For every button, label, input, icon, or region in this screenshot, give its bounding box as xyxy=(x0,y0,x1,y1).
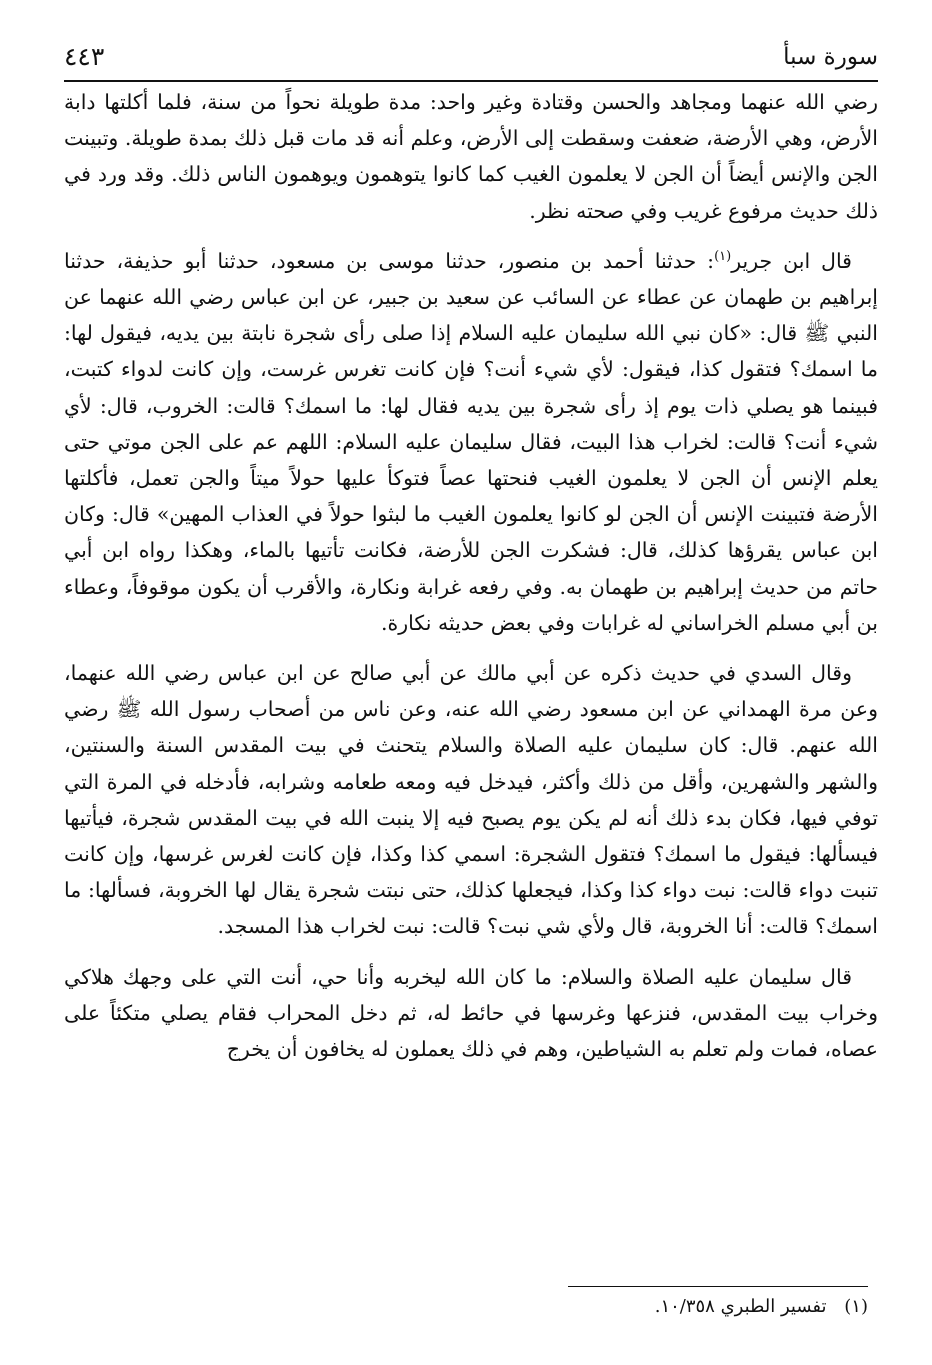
footnote xyxy=(368,1294,868,1320)
paragraph-continuation xyxy=(64,84,878,229)
page-number: ٤٤٣ xyxy=(64,42,105,71)
header-divider xyxy=(64,80,878,82)
paragraph-text: قال سليمان عليه الصلاة والسلام: ما كان الله ليخربه وأنا حي، أنت التي على وجهك هلاكي وخراب بيت المقدس، فنزعها وغرسها في حائط له، ثم دخل المحراب فقام يصلي متكئاً على عصاه، فمات ولم تعلم به الشياطين، وهم في ذلك يعملون له يخافون أن يخرج xyxy=(64,964,878,1062)
paragraph-text: وقال السدي في حديث ذكره عن أبي مالك عن أبي صالح عن ابن عباس رضي الله عنهما، وعن مرة الهمداني عن ابن مسعود رضي الله عنه، وعن ناس من أصحاب رسول الله ﷺ رضي الله عنهم. قال: كان سليمان عليه الصلاة والسلام يتحنث في بيت المقدس السنة والسنتين، والشهر والشهرين، وأقل من ذلك وأكثر، فيدخل فيه ومعه طعامه وشرابه، فأدخله في المرة التي توفي فيها، فكان بدء ذلك أنه لم يكن يوم يصبح فيه إلا ينبت الله في بيت المقدس شجرة، فيأتيها فيسألها: فيقول ما اسمك؟ فتقول الشجرة: اسمي كذا وكذا، فإن كانت لغرس غرسها، وإن كانت تنبت دواء قالت: نبت دواء كذا وكذا، فيجعلها كذلك، حتى نبتت شجرة يقال لها الخروبة، فسألها: ما اسمك؟ قالت: أنا الخروبة، قال ولأي شي نبت؟ قالت: نبت لخراب هذا المسجد. xyxy=(64,661,879,939)
running-header xyxy=(64,38,878,82)
paragraph-suddi xyxy=(64,655,878,945)
footnote-reference[interactable]: (١) xyxy=(714,248,732,264)
paragraph-text: : حدثنا أحمد بن منصور، حدثنا موسى بن مسعود، حدثنا أبو حذيفة، حدثنا إبراهيم بن طهمان عن عطاء عن السائب عن سعيد بن جبير، عن ابن عباس رضي الله عنهما عن النبي ﷺ قال: «كان نبي الله سليمان عليه السلام إذا صلى رأى شجرة نابتة بين يديه، فيقول لها: ما اسمك؟ فتقول كذا، فيقول: لأي شيء أنت؟ فإن كانت تغرس غرست، وإن كانت لدواء كتبت، فبينما هو يصلي ذات يوم إذ رأى شجرة بين يديه فقال لها: ما اسمك؟ قالت: الخروب، قال: لأي شيء أنت؟ قالت: لخراب هذا البيت، فقال سليمان عليه السلام: اللهم عم على الجن موتي حتى يعلم الإنس أن الجن لا يعلمون الغيب فنحتها عصاً فتوكأ عليها حولاً ميتاً والجن تعمل، فأكلتها الأرضة فتبينت الإنس أن الجن لو كانوا يعلمون الغيب ما لبثوا حولاً في العذاب المهين» قال: وكان ابن عباس يقرؤها كذلك، قال: فشكرت الجن للأرضة، فكانت تأتيها بالماء، وهكذا رواه ابن أبي حاتم من حديث إبراهيم بن طهمان به. وفي رفعه غرابة ونكارة، والأقرب أن يكون موقوفاً، وعطاء بن أبي مسلم الخراساني له غرابات وفي بعض حديثه نكارة. xyxy=(64,248,878,635)
paragraph-ibn-jarir xyxy=(64,243,878,641)
footnote-divider xyxy=(568,1286,868,1287)
paragraph-sulayman xyxy=(64,959,878,1068)
paragraph-intro: قال ابن جرير xyxy=(731,248,852,273)
main-text xyxy=(64,84,878,1067)
footnote-number: (١) xyxy=(844,1296,868,1317)
surah-title: سورة سبأ xyxy=(783,44,878,70)
footnote-text: تفسير الطبري ١٠/٣٥٨. xyxy=(654,1296,827,1317)
paragraph-text: رضي الله عنهما ومجاهد والحسن وقتادة وغير واحد: مدة طويلة نحواً من سنة، فلما أكلتها دابة الأرض، وهي الأرضة، ضعفت وسقطت إلى الأرض، وعلم أنه قد مات قبل ذلك بمدة طويلة. وتبينت الجن والإنس أيضاً أن الجن لا يعلمون الغيب كما كانوا يتوهمون ويوهمون الناس ذلك. وقد ورد في ذلك حديث مرفوع غريب وفي صحته نظر. xyxy=(64,90,878,223)
